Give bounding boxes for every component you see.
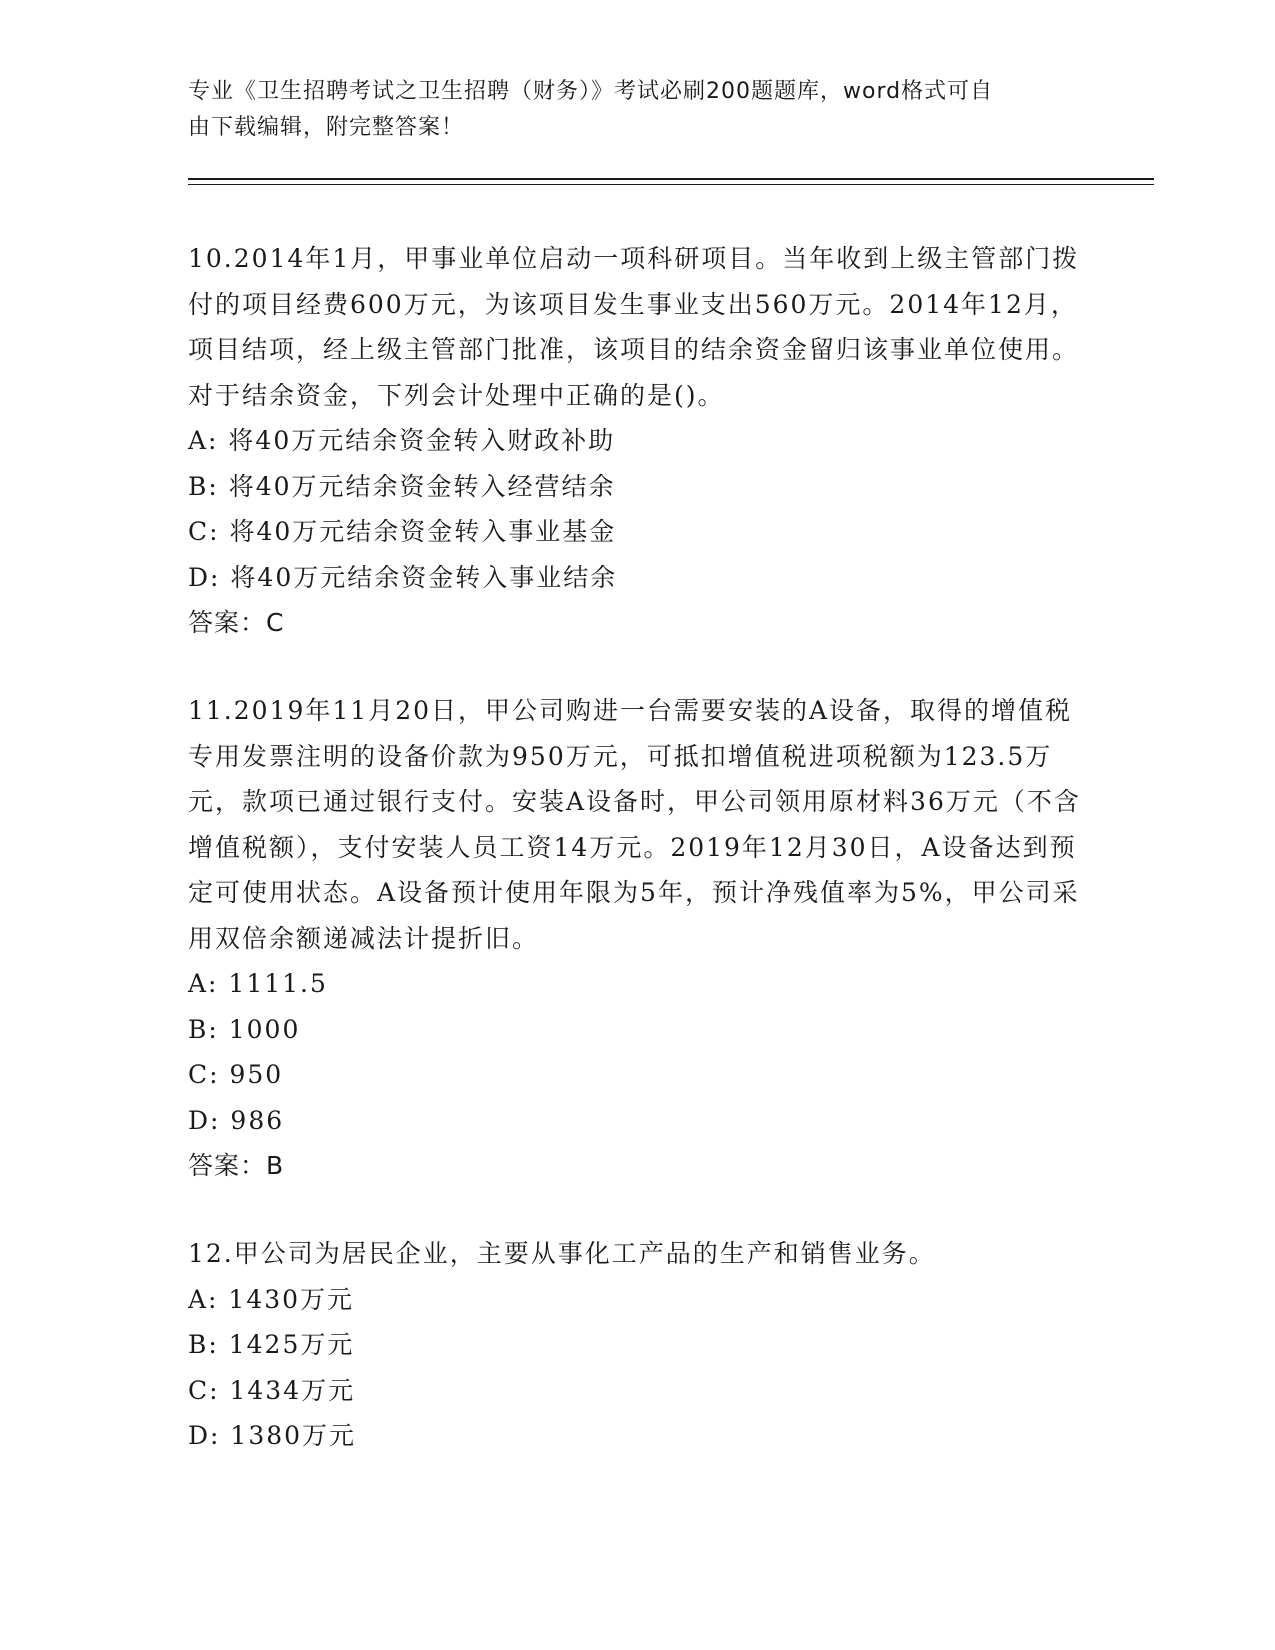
document-header: [188, 74, 1068, 146]
option-a: A: 1430万元: [188, 1284, 355, 1314]
question-12: [188, 1231, 1088, 1459]
option-d: D: 986: [188, 1105, 285, 1135]
question-10: [188, 236, 1088, 646]
option-a: A: 将40万元结余资金转入财政补助: [188, 426, 616, 455]
question-11: [188, 688, 1088, 1189]
option-b: B: 1425万元: [188, 1330, 355, 1359]
question-list: [188, 236, 1088, 1501]
answer-line: 答案：B: [188, 1151, 285, 1180]
option-c: C: 将40万元结余资金转入事业基金: [188, 517, 617, 546]
option-b: B: 将40万元结余资金转入经营结余: [188, 471, 616, 501]
option-c: C: 1434万元: [188, 1375, 356, 1405]
option-c: C: 950: [188, 1060, 284, 1089]
header-divider-thin: [188, 184, 1154, 185]
header-line-2: 由下载编辑，附完整答案！: [188, 115, 465, 140]
question-stem: 10.2014年1月，甲事业单位启动一项科研项目。当年收到上级主管部门拨付的项目经费600万元，为该项目发生事业支出560万元。2014年12月，项目结项，经上级主管部门批准，该项目的结余资金留归该事业单位使用。对于结余资金，下列会计处理中正确的是()。: [188, 244, 1080, 410]
option-d: D: 1380万元: [188, 1421, 357, 1450]
question-stem: 12.甲公司为居民企业，主要从事化工产品的生产和销售业务。: [188, 1239, 936, 1268]
answer-line: 答案：C: [188, 608, 285, 637]
option-a: A: 1111.5: [188, 969, 328, 998]
header-line-1: 专业《卫生招聘考试之卫生招聘（财务）》考试必刷200题题库，word格式可自: [188, 79, 994, 104]
header-divider-thick: [188, 178, 1154, 180]
question-stem: 11.2019年11月20日，甲公司购进一台需要安装的A设备，取得的增值税专用发票注明的设备价款为950万元，可抵扣增值税进项税额为123.5万元，款项已通过银行支付。安装A设备时，甲公司领用原材料36万元（不含增值税额），支付安装人员工资14万元。2019年12月30日，A设备达到预定可使用状态。A设备预计使用年限为5年，预计净残值率为5%，甲公司采用双倍余额递减法计提折旧。: [188, 696, 1081, 953]
option-d: D: 将40万元结余资金转入事业结余: [188, 562, 618, 592]
option-b: B: 1000: [188, 1014, 301, 1044]
